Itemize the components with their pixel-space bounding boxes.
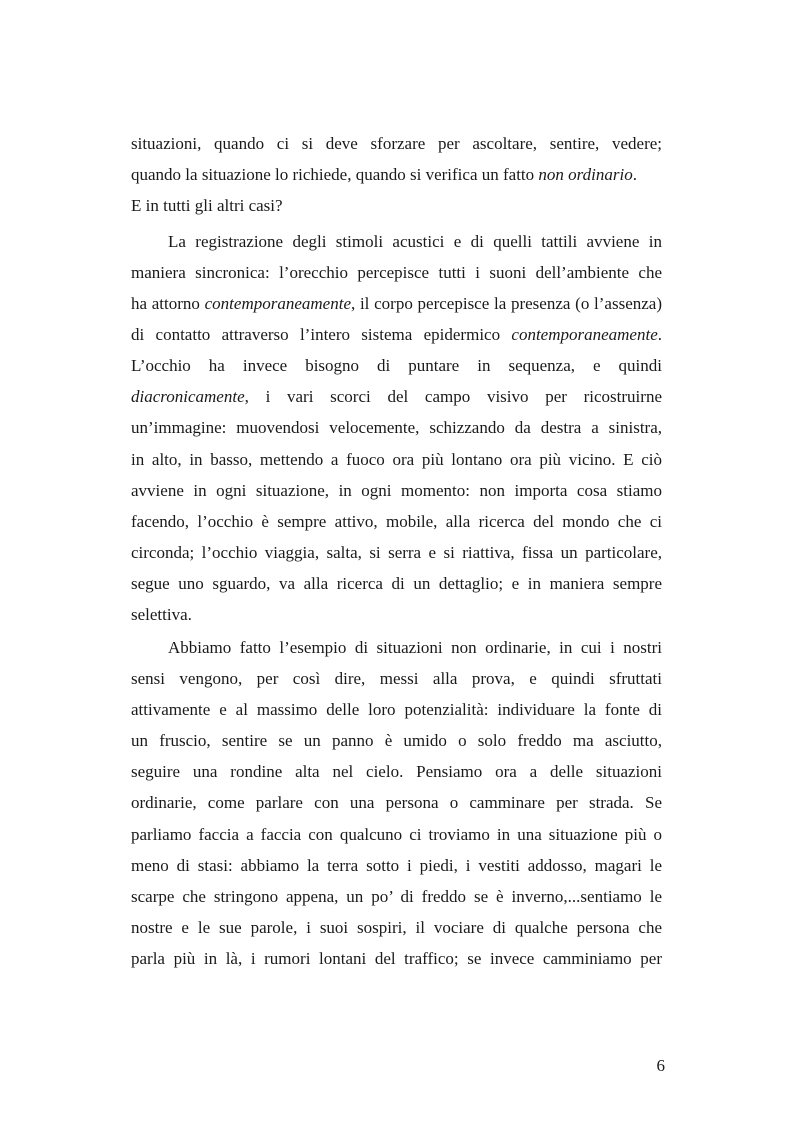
text-line [168,232,662,252]
text-run: selettiva. [131,605,192,624]
page-number: 6 [656,1056,665,1075]
text-run: nostre e le sue parole, i suoi sospiri, il vociare di qualche persona che [131,918,662,937]
text-line [131,512,662,532]
text-line [131,825,662,845]
text-line [131,543,662,563]
text-run: parla più in là, i rumori lontani del traffico; se invece camminiamo per [131,949,662,968]
text-run: , il corpo percepisce la presenza (o l’assenza) [350,294,662,313]
text-line [131,574,662,594]
italic-text: contemporaneamente [204,294,351,313]
text-run: quando la situazione lo richiede, quando si verifica un fatto [131,165,539,184]
text-run: Abbiamo fatto l’esempio di situazioni non ordinarie, in cui i nostri [168,638,662,657]
text-line [131,165,662,185]
text-run: situazioni, quando ci si deve sforzare per ascoltare, sentire, vedere; [131,134,662,153]
text-run: facendo, l’occhio è sempre attivo, mobile, alla ricerca del mondo che ci [131,512,662,531]
text-run: . [632,165,637,184]
text-run: attivamente e al massimo delle loro potenzialità: individuare la fonte di [131,700,662,719]
text-line [131,605,662,625]
text-run: un’immagine: muovendosi velocemente, schizzando da destra a sinistra, [131,418,662,437]
text-run: segue uno sguardo, va alla ricerca di un dettaglio; e in maniera sempre [131,574,662,593]
text-run: scarpe che stringono appena, un po’ di freddo se è inverno,...sentiamo le [131,887,662,906]
text-run: ha attorno [131,294,205,313]
text-line [131,263,662,283]
text-run: parliamo faccia a faccia con qualcuno ci troviamo in una situazione più o [131,825,662,844]
text-run: . [657,325,662,344]
text-run: ordinarie, come parlare con una persona o camminare per strada. Se [131,793,662,812]
text-line [131,700,662,720]
text-run: meno di stasi: abbiamo la terra sotto i piedi, i vestiti addosso, magari le [131,856,662,875]
text-line [131,762,662,782]
text-line [131,949,662,969]
text-run: un fruscio, sentire se un panno è umido o solo freddo ma asciutto, [131,731,662,750]
text-line [131,387,662,407]
text-run: circonda; l’occhio viaggia, salta, si serra e si riattiva, fissa un particolare, [131,543,662,562]
text-line [131,294,662,314]
text-run: seguire una rondine alta nel cielo. Pensiamo ora a delle situazioni [131,762,662,781]
italic-text: contemporaneamente [511,325,658,344]
text-line [131,918,662,938]
text-run: in alto, in basso, mettendo a fuoco ora più lontano ora più vicino. E ciò [131,450,662,469]
text-run: La registrazione degli stimoli acustici e di quelli tattili avviene in [168,232,662,251]
text-line [131,731,662,751]
italic-text: non ordinario [538,165,633,184]
text-run: avviene in ogni situazione, in ogni momento: non importa cosa stiamo [131,481,662,500]
text-line [131,793,662,813]
italic-text: diacronicamente [131,387,245,406]
text-line [131,450,662,470]
text-line [131,856,662,876]
text-run: , i vari scorci del campo visivo per ricostruirne [244,387,662,406]
text-line [131,356,662,376]
text-line [131,669,662,689]
text-run: maniera sincronica: l’orecchio percepisce tutti i suoni dell’ambiente che [131,263,662,282]
text-line [168,638,662,658]
text-run: sensi vengono, per così dire, messi alla prova, e quindi sfruttati [131,669,662,688]
text-line [131,134,662,154]
text-line [131,887,662,907]
text-line [131,418,662,438]
text-run: di contatto attraverso l’intero sistema epidermico [131,325,512,344]
text-run: E in tutti gli altri casi? [131,196,283,215]
text-line [131,325,662,345]
text-run: L’occhio ha invece bisogno di puntare in sequenza, e quindi [131,356,662,375]
text-line [131,481,662,501]
text-line [131,196,662,216]
